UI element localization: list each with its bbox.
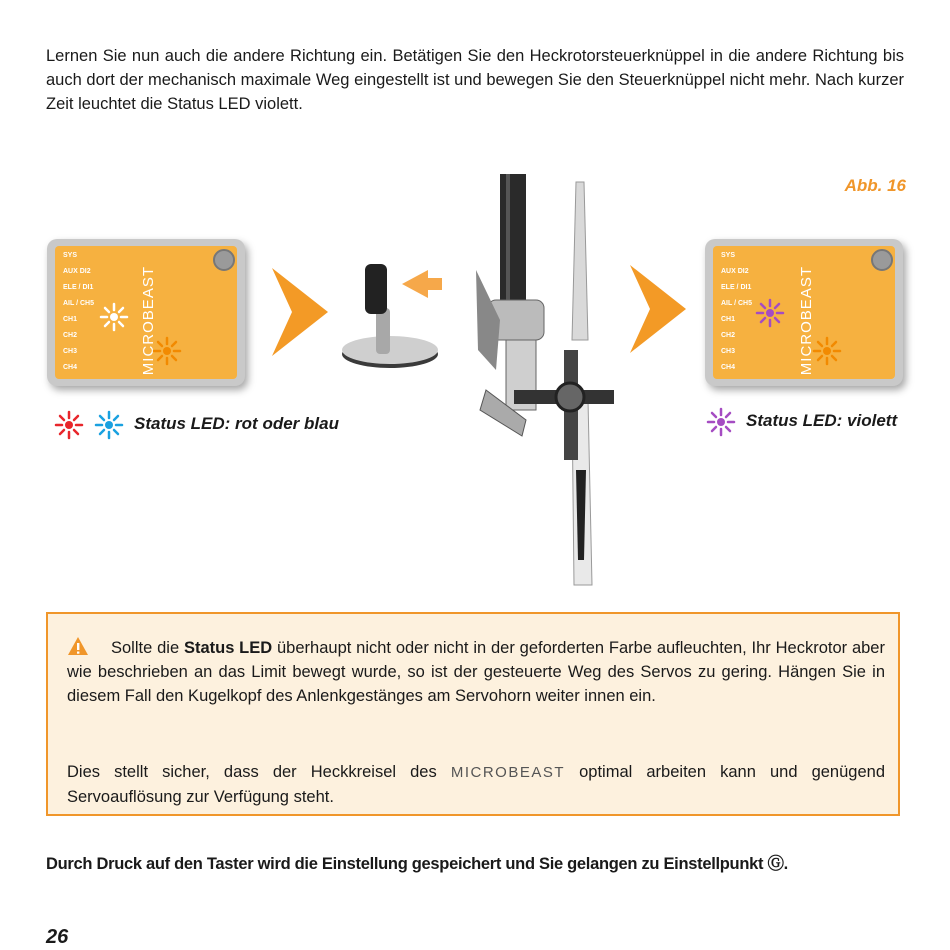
microbeast-device-right (705, 239, 903, 386)
white-led-icon (99, 302, 129, 332)
status-led-right-label: Status LED: violett (746, 411, 898, 430)
warning-box (46, 612, 900, 816)
device-panel (55, 246, 237, 379)
pin-label: CH3 (721, 348, 736, 355)
stick-illustration (338, 258, 448, 378)
pin-label: CH4 (721, 364, 736, 371)
pin-label: CH1 (721, 316, 736, 323)
device-button (871, 249, 893, 271)
red-led-icon (54, 410, 84, 440)
pin-label: AIL / CH5 (721, 300, 752, 307)
violet-status-led-icon (706, 407, 736, 437)
warning-text: Sollte die (111, 639, 184, 657)
pin-label: ELE / DI1 (721, 284, 752, 291)
blue-led-icon (94, 410, 124, 440)
status-led-left-label: Status LED: rot oder blau (134, 414, 339, 433)
pin-label: SYS (63, 252, 78, 259)
device-brand: MICROBEAST (798, 266, 815, 376)
warning-paragraph-1 (67, 636, 885, 708)
pin-label: CH2 (63, 332, 78, 339)
pin-label: SYS (721, 252, 736, 259)
warning-paragraph-2 (67, 760, 885, 809)
arrow-right-icon-2 (630, 265, 686, 353)
tail-rotor-illustration (466, 170, 626, 592)
orange-led-icon (152, 336, 182, 366)
microbeast-brand: MICROBEAST (450, 764, 566, 781)
device-panel (713, 246, 895, 379)
figure-label: Abb. 16 (844, 176, 906, 195)
pin-label: AUX DI2 (721, 268, 749, 275)
final-instruction: Durch Druck auf den Taster wird die Einstellung gespeichert und Sie gelangen zu Einstellpunkt Ⓖ. (46, 855, 788, 873)
pin-label: AIL / CH5 (63, 300, 94, 307)
intro-paragraph: Lernen Sie nun auch die andere Richtung ein. Betätigen Sie den Heckrotorsteuerknüppel in die andere Richtung bis auch dort der mechanisch maximale Weg eingestellt ist und bewegen Sie den Steuerknüppel nicht mehr. Nach kurzer Zeit leuchtet die Status LED violett. (46, 47, 904, 113)
warning-text: überhaupt nicht oder nicht in der geforderten Farbe aufleuchten, Ihr Heckrotor aber wie beschrieben an das Limit bewegt wurde, so ist der gesteuerte Weg des Servos zu gering. Hängen Sie in diesem Fall den Kugelkopf des Anlenkgestänges am Servohorn weiter innen ein. (67, 639, 885, 705)
pin-label: CH3 (63, 348, 78, 355)
warning-text: optimal arbeiten kann und genügend Servoauflösung zur Verfügung steht. (67, 763, 885, 806)
warning-text: Dies stellt sicher, dass der Heckkreisel des (67, 763, 451, 781)
pin-label: CH1 (63, 316, 78, 323)
pin-label: AUX DI2 (63, 268, 91, 275)
device-brand: MICROBEAST (140, 266, 157, 376)
pin-label: ELE / DI1 (63, 284, 94, 291)
arrow-right-icon (272, 268, 328, 356)
warning-bold-text: Status LED (183, 639, 273, 657)
microbeast-device-left (47, 239, 245, 386)
pin-label: CH4 (63, 364, 78, 371)
pin-label: CH2 (721, 332, 736, 339)
orange-led-icon (812, 336, 842, 366)
device-button (213, 249, 235, 271)
violet-led-icon (755, 298, 785, 328)
page-number: 26 (46, 926, 69, 948)
